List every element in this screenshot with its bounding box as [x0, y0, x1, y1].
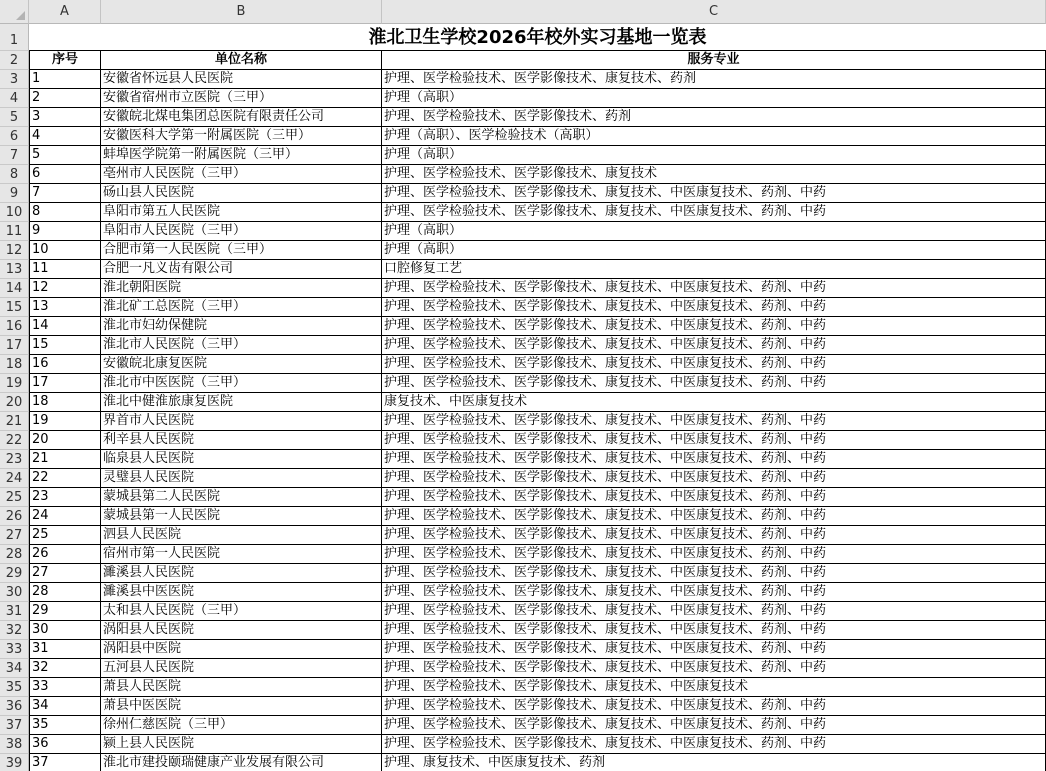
cell-unit-name[interactable]: 淮北朝阳医院 — [101, 279, 382, 298]
cell-unit-name[interactable]: 淮北市妇幼保健院 — [101, 317, 382, 336]
cell-unit-name[interactable]: 合肥市第一人民医院（三甲） — [101, 241, 382, 260]
row-header[interactable]: 27 — [0, 526, 29, 545]
row-header[interactable]: 35 — [0, 678, 29, 697]
cell-unit-name[interactable]: 濉溪县人民医院 — [101, 564, 382, 583]
cell-unit-name[interactable]: 阜阳市第五人民医院 — [101, 203, 382, 222]
row-header[interactable]: 34 — [0, 659, 29, 678]
cell-seq[interactable]: 15 — [29, 336, 101, 355]
row-header[interactable]: 21 — [0, 412, 29, 431]
cell-seq[interactable]: 4 — [29, 127, 101, 146]
cell-seq[interactable]: 19 — [29, 412, 101, 431]
cell-service[interactable]: 护理、医学检验技术、医学影像技术、康复技术、中医康复技术、药剂、中药 — [382, 374, 1046, 393]
header-cell-unit-name[interactable]: 单位名称 — [101, 51, 382, 70]
cell-unit-name[interactable]: 宿州市第一人民医院 — [101, 545, 382, 564]
row-header[interactable]: 16 — [0, 317, 29, 336]
cell-unit-name[interactable]: 泗县人民医院 — [101, 526, 382, 545]
row-header[interactable]: 19 — [0, 374, 29, 393]
cell-seq[interactable]: 12 — [29, 279, 101, 298]
cell-seq[interactable]: 22 — [29, 469, 101, 488]
cell-unit-name[interactable]: 蚌埠医学院第一附属医院（三甲） — [101, 146, 382, 165]
cell-service[interactable]: 护理、医学检验技术、医学影像技术、康复技术、中医康复技术、药剂、中药 — [382, 583, 1046, 602]
cell-unit-name[interactable]: 临泉县人民医院 — [101, 450, 382, 469]
row-header[interactable]: 14 — [0, 279, 29, 298]
row-header[interactable]: 23 — [0, 450, 29, 469]
cell-unit-name[interactable]: 涡阳县中医院 — [101, 640, 382, 659]
cell-unit-name[interactable]: 濉溪县中医医院 — [101, 583, 382, 602]
cell-service[interactable]: 护理、医学检验技术、医学影像技术、康复技术、中医康复技术、药剂、中药 — [382, 469, 1046, 488]
cell-seq[interactable]: 29 — [29, 602, 101, 621]
cell-unit-name[interactable]: 淮北市中医医院（三甲） — [101, 374, 382, 393]
cell-service[interactable]: 护理（高职） — [382, 241, 1046, 260]
cell-unit-name[interactable]: 利辛县人民医院 — [101, 431, 382, 450]
cell-service[interactable]: 护理、康复技术、中医康复技术、药剂 — [382, 754, 1046, 771]
cell-unit-name[interactable]: 徐州仁慈医院（三甲） — [101, 716, 382, 735]
sheet-title-cell[interactable]: 淮北卫生学校2026年校外实习基地一览表 — [29, 24, 1046, 51]
row-header[interactable]: 15 — [0, 298, 29, 317]
cell-seq[interactable]: 24 — [29, 507, 101, 526]
cell-service[interactable]: 护理、医学检验技术、医学影像技术、康复技术、中医康复技术、药剂、中药 — [382, 279, 1046, 298]
cell-service[interactable]: 护理、医学检验技术、医学影像技术、康复技术、中医康复技术、药剂、中药 — [382, 564, 1046, 583]
cell-unit-name[interactable]: 合肥一凡义齿有限公司 — [101, 260, 382, 279]
cell-seq[interactable]: 26 — [29, 545, 101, 564]
cell-unit-name[interactable]: 萧县人民医院 — [101, 678, 382, 697]
cell-service[interactable]: 康复技术、中医康复技术 — [382, 393, 1046, 412]
cell-seq[interactable]: 10 — [29, 241, 101, 260]
cell-service[interactable]: 护理、医学检验技术、医学影像技术、康复技术、中医康复技术、药剂、中药 — [382, 431, 1046, 450]
row-header[interactable]: 10 — [0, 203, 29, 222]
cell-unit-name[interactable]: 亳州市人民医院（三甲） — [101, 165, 382, 184]
cell-seq[interactable]: 9 — [29, 222, 101, 241]
cell-seq[interactable]: 5 — [29, 146, 101, 165]
row-header[interactable]: 8 — [0, 165, 29, 184]
cell-service[interactable]: 护理、医学检验技术、医学影像技术、药剂 — [382, 108, 1046, 127]
row-header[interactable]: 22 — [0, 431, 29, 450]
cell-service[interactable]: 护理、医学检验技术、医学影像技术、康复技术、中医康复技术、药剂、中药 — [382, 355, 1046, 374]
cell-unit-name[interactable]: 安徽皖北煤电集团总医院有限责任公司 — [101, 108, 382, 127]
cell-service[interactable]: 护理、医学检验技术、医学影像技术、康复技术、中医康复技术、药剂、中药 — [382, 716, 1046, 735]
header-cell-seq[interactable]: 序号 — [29, 51, 101, 70]
cell-unit-name[interactable]: 太和县人民医院（三甲） — [101, 602, 382, 621]
cell-unit-name[interactable]: 蒙城县第一人民医院 — [101, 507, 382, 526]
cell-service[interactable]: 护理、医学检验技术、医学影像技术、康复技术、中医康复技术、药剂、中药 — [382, 640, 1046, 659]
cell-unit-name[interactable]: 淮北中健淮旅康复医院 — [101, 393, 382, 412]
row-header[interactable]: 33 — [0, 640, 29, 659]
cell-service[interactable]: 护理、医学检验技术、医学影像技术、康复技术、中医康复技术、药剂、中药 — [382, 412, 1046, 431]
cell-seq[interactable]: 36 — [29, 735, 101, 754]
row-header[interactable]: 28 — [0, 545, 29, 564]
row-header[interactable]: 36 — [0, 697, 29, 716]
header-cell-service[interactable]: 服务专业 — [382, 51, 1046, 70]
cell-service[interactable]: 护理、医学检验技术、医学影像技术、康复技术、中医康复技术、药剂、中药 — [382, 602, 1046, 621]
row-header[interactable]: 18 — [0, 355, 29, 374]
row-header[interactable]: 31 — [0, 602, 29, 621]
cell-service[interactable]: 护理、医学检验技术、医学影像技术、康复技术、中医康复技术、药剂、中药 — [382, 659, 1046, 678]
cell-seq[interactable]: 27 — [29, 564, 101, 583]
cell-unit-name[interactable]: 安徽皖北康复医院 — [101, 355, 382, 374]
cell-seq[interactable]: 21 — [29, 450, 101, 469]
cell-unit-name[interactable]: 安徽医科大学第一附属医院（三甲） — [101, 127, 382, 146]
row-header[interactable]: 32 — [0, 621, 29, 640]
cell-unit-name[interactable]: 灵璧县人民医院 — [101, 469, 382, 488]
cell-seq[interactable]: 18 — [29, 393, 101, 412]
cell-seq[interactable]: 13 — [29, 298, 101, 317]
column-header-b[interactable]: B — [101, 0, 382, 24]
cell-service[interactable]: 护理（高职） — [382, 222, 1046, 241]
cell-service[interactable]: 护理、医学检验技术、医学影像技术、康复技术、药剂 — [382, 70, 1046, 89]
select-all-triangle-icon — [16, 11, 25, 20]
cell-seq[interactable]: 31 — [29, 640, 101, 659]
cell-unit-name[interactable]: 五河县人民医院 — [101, 659, 382, 678]
cell-service[interactable]: 护理、医学检验技术、医学影像技术、康复技术 — [382, 165, 1046, 184]
cell-service[interactable]: 护理（高职）、医学检验技术（高职） — [382, 127, 1046, 146]
cell-unit-name[interactable]: 淮北市人民医院（三甲） — [101, 336, 382, 355]
cell-service[interactable]: 护理、医学检验技术、医学影像技术、康复技术、中医康复技术、药剂、中药 — [382, 545, 1046, 564]
cell-seq[interactable]: 37 — [29, 754, 101, 771]
row-header[interactable]: 5 — [0, 108, 29, 127]
cell-unit-name[interactable]: 界首市人民医院 — [101, 412, 382, 431]
cell-service[interactable]: 护理、医学检验技术、医学影像技术、康复技术、中医康复技术、药剂、中药 — [382, 507, 1046, 526]
row-header[interactable]: 26 — [0, 507, 29, 526]
cell-seq[interactable]: 8 — [29, 203, 101, 222]
row-header[interactable]: 39 — [0, 754, 29, 771]
row-header[interactable]: 29 — [0, 564, 29, 583]
cell-service[interactable]: 护理、医学检验技术、医学影像技术、康复技术、中医康复技术、药剂、中药 — [382, 184, 1046, 203]
cell-seq[interactable]: 16 — [29, 355, 101, 374]
cell-unit-name[interactable]: 颍上县人民医院 — [101, 735, 382, 754]
row-header[interactable]: 6 — [0, 127, 29, 146]
cell-service[interactable]: 口腔修复工艺 — [382, 260, 1046, 279]
cell-seq[interactable]: 35 — [29, 716, 101, 735]
cell-seq[interactable]: 34 — [29, 697, 101, 716]
cell-service[interactable]: 护理、医学检验技术、医学影像技术、康复技术、中医康复技术、药剂、中药 — [382, 203, 1046, 222]
row-header[interactable]: 11 — [0, 222, 29, 241]
row-header[interactable]: 3 — [0, 70, 29, 89]
cell-service[interactable]: 护理（高职） — [382, 89, 1046, 108]
cell-seq[interactable]: 25 — [29, 526, 101, 545]
cell-service[interactable]: 护理、医学检验技术、医学影像技术、康复技术、中医康复技术 — [382, 678, 1046, 697]
row-header[interactable]: 37 — [0, 716, 29, 735]
cell-seq[interactable]: 20 — [29, 431, 101, 450]
row-header[interactable]: 25 — [0, 488, 29, 507]
column-header-c[interactable]: C — [382, 0, 1046, 24]
cell-unit-name[interactable]: 涡阳县人民医院 — [101, 621, 382, 640]
cell-seq[interactable]: 32 — [29, 659, 101, 678]
cell-service[interactable]: 护理、医学检验技术、医学影像技术、康复技术、中医康复技术、药剂、中药 — [382, 621, 1046, 640]
cell-service[interactable]: 护理、医学检验技术、医学影像技术、康复技术、中医康复技术、药剂、中药 — [382, 697, 1046, 716]
cell-seq[interactable]: 30 — [29, 621, 101, 640]
cell-seq[interactable]: 1 — [29, 70, 101, 89]
cell-unit-name[interactable]: 安徽省宿州市立医院（三甲） — [101, 89, 382, 108]
row-header[interactable]: 9 — [0, 184, 29, 203]
cell-seq[interactable]: 7 — [29, 184, 101, 203]
cell-seq[interactable]: 23 — [29, 488, 101, 507]
cell-service[interactable]: 护理、医学检验技术、医学影像技术、康复技术、中医康复技术、药剂、中药 — [382, 317, 1046, 336]
cell-service[interactable]: 护理、医学检验技术、医学影像技术、康复技术、中医康复技术、药剂、中药 — [382, 488, 1046, 507]
row-header[interactable]: 7 — [0, 146, 29, 165]
cell-seq[interactable]: 2 — [29, 89, 101, 108]
select-all-corner[interactable] — [0, 0, 29, 24]
row-header[interactable]: 2 — [0, 51, 29, 70]
row-header[interactable]: 4 — [0, 89, 29, 108]
cell-service[interactable]: 护理（高职） — [382, 146, 1046, 165]
row-header[interactable]: 17 — [0, 336, 29, 355]
cell-unit-name[interactable]: 淮北市建投颐瑞健康产业发展有限公司 — [101, 754, 382, 771]
cell-seq[interactable]: 11 — [29, 260, 101, 279]
cell-service[interactable]: 护理、医学检验技术、医学影像技术、康复技术、中医康复技术、药剂、中药 — [382, 336, 1046, 355]
row-header[interactable]: 20 — [0, 393, 29, 412]
cell-service[interactable]: 护理、医学检验技术、医学影像技术、康复技术、中医康复技术、药剂、中药 — [382, 450, 1046, 469]
cell-service[interactable]: 护理、医学检验技术、医学影像技术、康复技术、中医康复技术、药剂、中药 — [382, 298, 1046, 317]
row-header[interactable]: 12 — [0, 241, 29, 260]
row-header[interactable]: 38 — [0, 735, 29, 754]
cell-unit-name[interactable]: 阜阳市人民医院（三甲） — [101, 222, 382, 241]
cell-service[interactable]: 护理、医学检验技术、医学影像技术、康复技术、中医康复技术、药剂、中药 — [382, 735, 1046, 754]
cell-seq[interactable]: 14 — [29, 317, 101, 336]
cell-unit-name[interactable]: 萧县中医医院 — [101, 697, 382, 716]
row-header[interactable]: 30 — [0, 583, 29, 602]
cell-unit-name[interactable]: 安徽省怀远县人民医院 — [101, 70, 382, 89]
column-header-a[interactable]: A — [29, 0, 101, 24]
cell-seq[interactable]: 28 — [29, 583, 101, 602]
cell-seq[interactable]: 3 — [29, 108, 101, 127]
cell-seq[interactable]: 17 — [29, 374, 101, 393]
row-header[interactable]: 13 — [0, 260, 29, 279]
row-header[interactable]: 24 — [0, 469, 29, 488]
cell-seq[interactable]: 33 — [29, 678, 101, 697]
row-header[interactable]: 1 — [0, 24, 29, 51]
cell-unit-name[interactable]: 砀山县人民医院 — [101, 184, 382, 203]
cell-unit-name[interactable]: 蒙城县第二人民医院 — [101, 488, 382, 507]
cell-seq[interactable]: 6 — [29, 165, 101, 184]
cell-service[interactable]: 护理、医学检验技术、医学影像技术、康复技术、中医康复技术、药剂、中药 — [382, 526, 1046, 545]
cell-unit-name[interactable]: 淮北矿工总医院（三甲） — [101, 298, 382, 317]
